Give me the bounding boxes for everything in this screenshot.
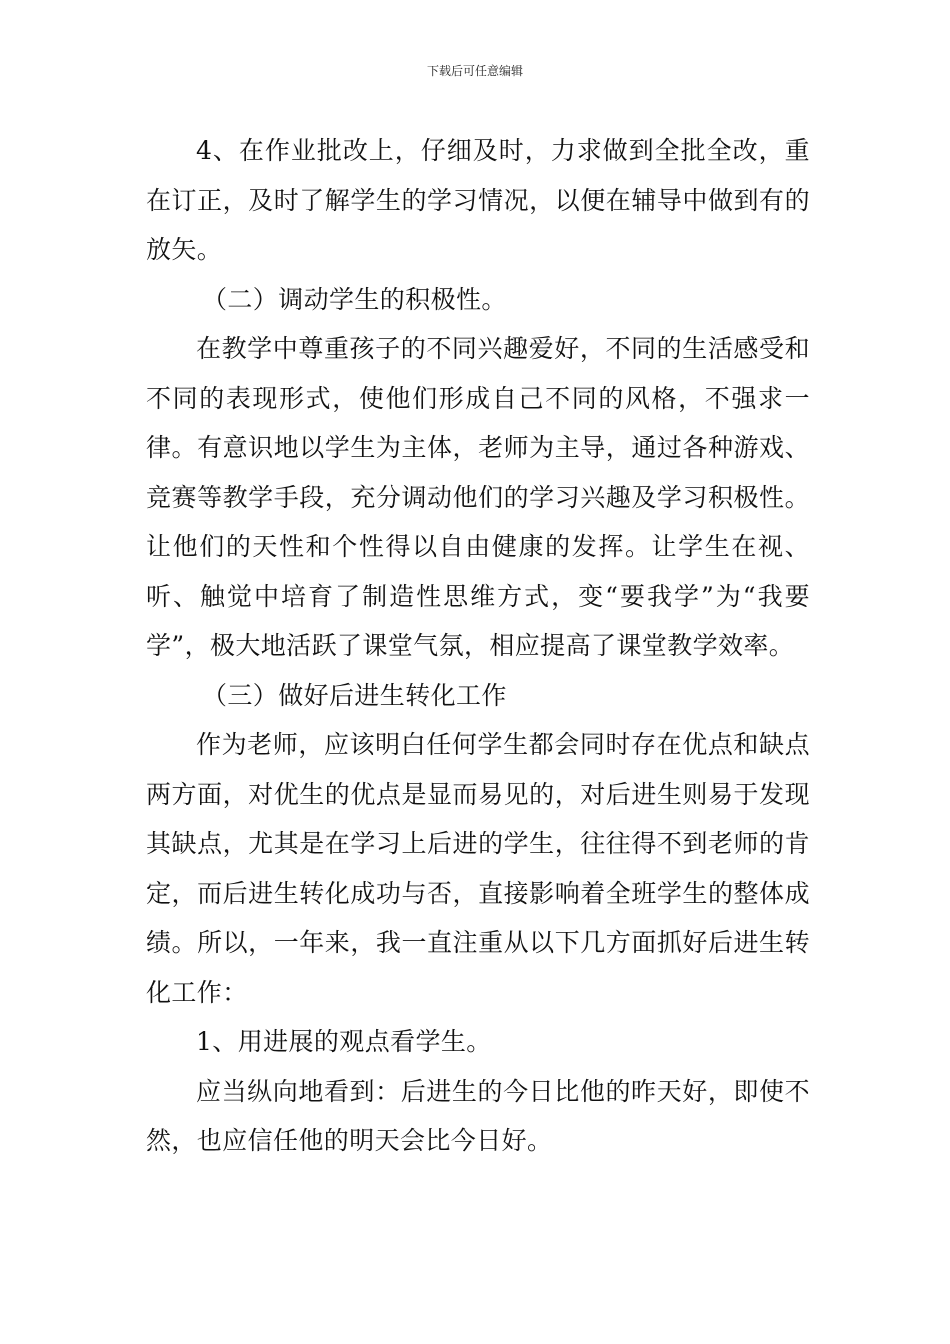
paragraph-motivation: 在教学中尊重孩子的不同兴趣爱好，不同的生活感受和不同的表现形式，使他们形成自己不同的风格，不强求一律。有意识地以学生为主体，老师为主导，通过各种游戏、竞赛等教学手段，充分调动他们的学习兴趣及学习积极性。让他们的天性和个性得以自由健康的发挥。让学生在视、听、触觉中培育了制造性思维方式，变“要我学”为“我要学”，极大地活跃了课堂气氛，相应提高了课堂教学效率。: [146, 334, 810, 660]
paragraph-homework-correction: 4、在作业批改上，仔细及时，力求做到全批全改，重在订正，及时了解学生的学习情况，以便在辅导中做到有的放矢。: [146, 136, 810, 264]
section-heading-underachievers: （三）做好后进生转化工作: [202, 680, 507, 710]
section-heading-motivation: （二）调动学生的积极性。: [202, 284, 507, 314]
subheading-development-view: 1、用进展的观点看学生。: [196, 1027, 492, 1056]
page-header: 下载后可任意编辑: [426, 64, 523, 78]
paragraph-development-view: 应当纵向地看到：后进生的今日比他的昨天好，即使不然，也应信任他的明天会比今日好。: [146, 1076, 810, 1155]
document-body: [146, 126, 810, 1166]
paragraph-underachievers: 作为老师，应该明白任何学生都会同时存在优点和缺点两方面，对优生的优点是显而易见的，对后进生则易于发现其缺点，尤其是在学习上后进的学生，往往得不到老师的肯定，而后进生转化成功与否，直接影响着全班学生的整体成绩。所以，一年来，我一直注重从以下几方面抓好后进生转化工作：: [146, 730, 810, 1007]
